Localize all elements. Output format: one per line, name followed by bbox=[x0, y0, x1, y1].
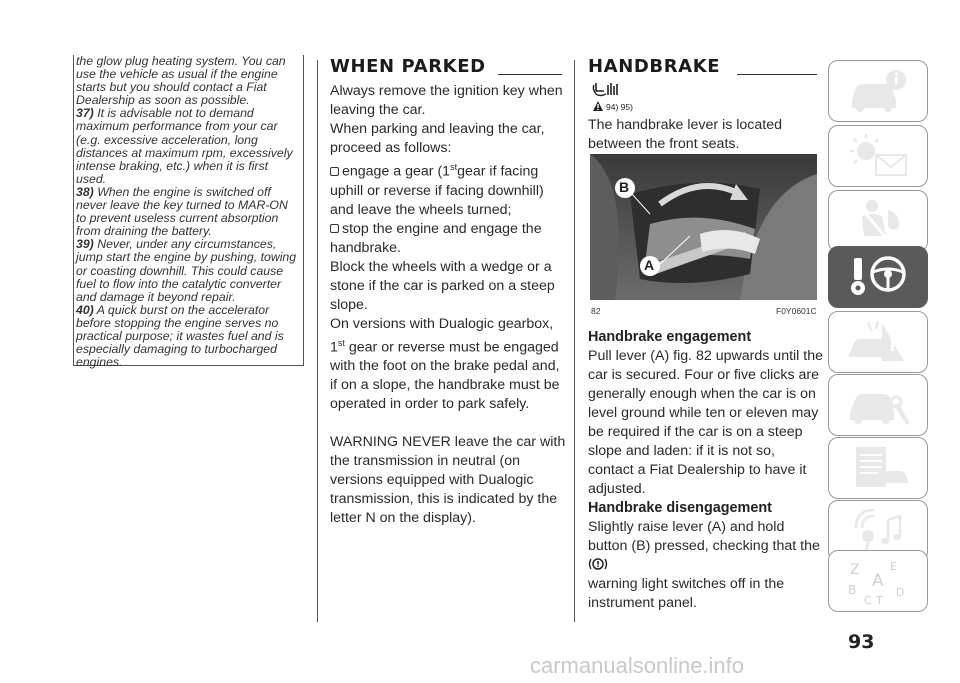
note-number: 39) bbox=[76, 237, 94, 252]
column-when-parked bbox=[330, 82, 566, 528]
svg-text:A: A bbox=[872, 571, 884, 591]
handbrake-figure bbox=[590, 154, 817, 300]
seat-belt-icon bbox=[842, 196, 914, 246]
tab-knowing-your-car[interactable] bbox=[828, 60, 928, 122]
notes-intro: the glow plug heating system. You can use the vehicle as usual if the engine starts but you should contact a Fiat Dealership as soon as possible. bbox=[76, 54, 286, 108]
note-number: 38) bbox=[76, 184, 94, 199]
figure-label-a: A bbox=[644, 257, 655, 273]
watermark: carmanualsonline.info bbox=[530, 653, 745, 678]
svg-text:E: E bbox=[890, 560, 897, 573]
note-40 bbox=[76, 304, 301, 369]
tab-technical-specifications[interactable] bbox=[828, 437, 928, 499]
warning-paragraph: WARNING NEVER leave the car with the transmission in neutral (on versions equipped with Dualogic transmission, this is indicated by the letter N on the display). bbox=[330, 434, 566, 527]
subheading-disengagement: Handbrake disengagement bbox=[588, 500, 772, 516]
section-heading-handbrake: HANDBRAKE bbox=[588, 56, 721, 77]
svg-text:B: B bbox=[848, 583, 857, 597]
svg-text:Z: Z bbox=[850, 562, 860, 578]
paragraph: Pull lever (A) fig. 82 upwards until the car is secured. Four or five clicks are generally enough when the car is on level ground while ten or eleven may be required if the car is on a steep slope and laden: if it is not so, contact a Fiat Dealership to have it adjusted. bbox=[588, 348, 823, 497]
tab-index[interactable] bbox=[828, 550, 928, 612]
figure-label-b: B bbox=[619, 179, 630, 195]
checkbox-bullet-icon bbox=[330, 167, 339, 176]
bullet-item: stop the engine and engage the handbrake. bbox=[330, 220, 542, 256]
notes-box bbox=[73, 54, 304, 370]
svg-text:T: T bbox=[876, 594, 883, 606]
tab-instrument-panel[interactable] bbox=[828, 125, 928, 187]
alphabet-index-icon bbox=[842, 556, 914, 606]
paragraph: Slightly raise lever (A) and hold button (B) pressed, checking that the warning light switches off in the instrument panel. bbox=[588, 519, 820, 611]
bullet-item: engage a gear (1stgear if facing uphill or reverse if facing downhill) and leave the wheels turned; bbox=[330, 162, 544, 218]
tab-safety[interactable] bbox=[828, 190, 928, 252]
column-divider bbox=[574, 60, 575, 622]
svg-text:C: C bbox=[864, 594, 872, 606]
page-number: 93 bbox=[848, 631, 875, 653]
subheading-engagement: Handbrake engagement bbox=[588, 329, 752, 345]
paragraph: On versions with Dualogic gearbox, 1st gear or reverse must be engaged with the foot on the brake pedal and, if on a slope, the handbrake must be operated in order to park safely. bbox=[330, 315, 560, 413]
car-emergency-icon bbox=[842, 317, 914, 367]
paragraph: Always remove the ignition key when leaving the car. bbox=[330, 83, 563, 118]
multimedia-icon bbox=[842, 506, 914, 556]
tab-starting-and-driving[interactable] bbox=[828, 246, 928, 308]
handbrake-instructions bbox=[588, 328, 824, 613]
reference-line bbox=[588, 79, 824, 112]
paragraph: Block the wheels with a wedge or a stone if the car is parked on a steep slope. bbox=[330, 258, 555, 313]
note-references: 94) 95) bbox=[606, 102, 633, 112]
document-car-icon bbox=[842, 443, 914, 493]
car-info-icon bbox=[842, 66, 914, 116]
handbrake-warning-icon bbox=[588, 79, 620, 101]
note-text: A quick burst on the accelerator before stopping the engine serves no practical purpose; it wastes fuel and is especially damaging to turbocharged engines. bbox=[76, 302, 284, 370]
warning-light-icon bbox=[842, 131, 914, 181]
warning-triangle-icon bbox=[593, 101, 603, 111]
note-37 bbox=[76, 107, 301, 186]
column-divider bbox=[317, 60, 318, 622]
paragraph: When parking and leaving the car, proceed as follows: bbox=[330, 121, 545, 156]
note-39 bbox=[76, 238, 301, 303]
heading-rule bbox=[498, 74, 562, 75]
column-handbrake bbox=[588, 79, 824, 154]
figure-code: F0Y0601C bbox=[776, 306, 817, 316]
handbrake-photo bbox=[590, 154, 817, 300]
car-maintenance-icon bbox=[842, 380, 914, 430]
note-text: When the engine is switched off never leave the key turned to MAR-ON to prevent useless current absorption from draining the battery. bbox=[76, 184, 288, 239]
note-text: It is advisable not to demand maximum performance from your car (e.g. excessive acceleration, long distances at maximum rpm, excessively intense braking, etc.) when it is first used. bbox=[76, 106, 293, 186]
tab-in-an-emergency[interactable] bbox=[828, 311, 928, 373]
note-number: 40) bbox=[76, 302, 94, 317]
note-number: 37) bbox=[76, 106, 94, 121]
brake-warning-light-icon bbox=[588, 557, 608, 571]
figure-number: 82 bbox=[591, 306, 601, 316]
tab-servicing-and-care[interactable] bbox=[828, 374, 928, 436]
key-steering-wheel-icon bbox=[842, 252, 914, 302]
section-heading-when-parked: WHEN PARKED bbox=[330, 56, 486, 77]
note-38 bbox=[76, 186, 301, 238]
note-text: Never, under any circumstances, jump start the engine by pushing, towing or coasting downhill. This could cause fuel to flow into the catalytic converter and damage it beyond repair. bbox=[76, 237, 297, 304]
heading-rule bbox=[737, 74, 817, 75]
checkbox-bullet-icon bbox=[330, 224, 339, 233]
svg-text:D: D bbox=[896, 586, 905, 599]
paragraph: The handbrake lever is located between the front seats. bbox=[588, 117, 783, 152]
